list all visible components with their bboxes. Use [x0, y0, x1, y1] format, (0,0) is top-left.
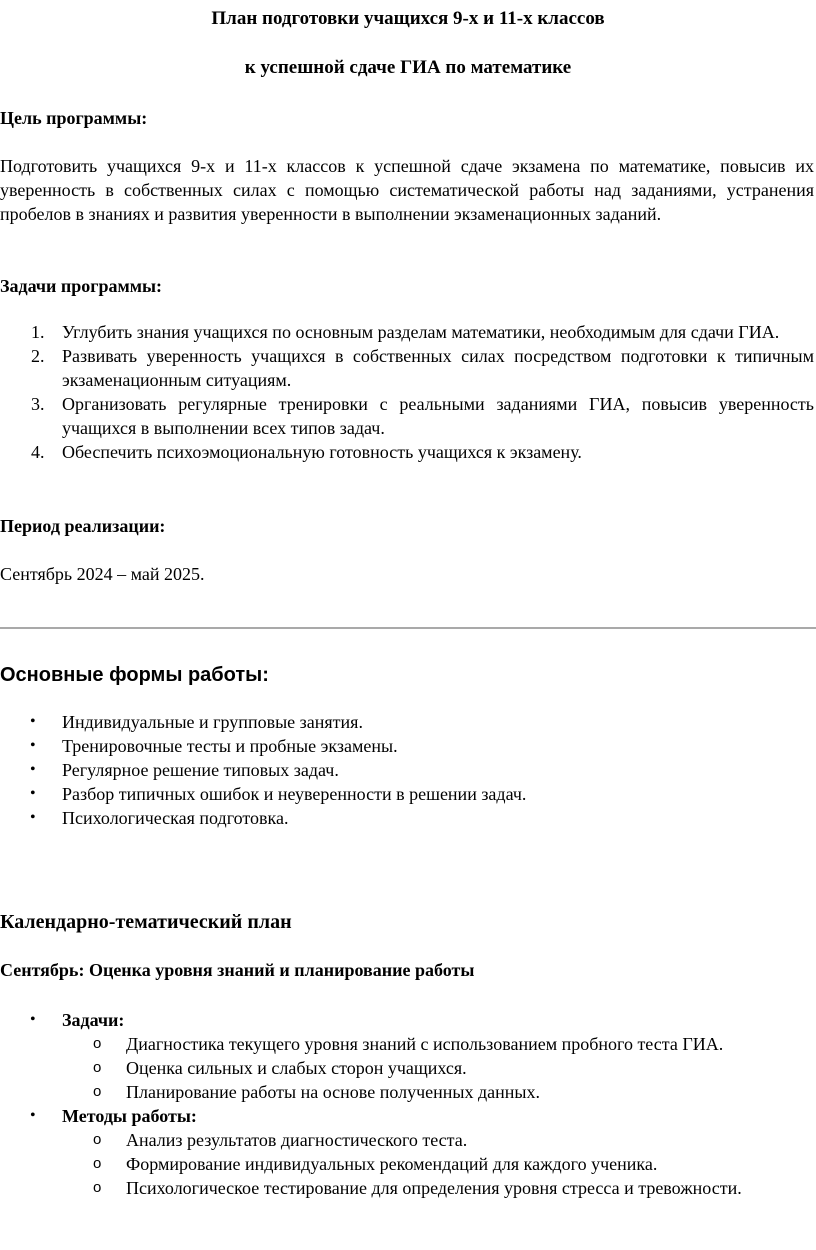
- sub-bullet-icon: o: [93, 1179, 102, 1196]
- task-item: [0, 392, 814, 440]
- goal-text: Подготовить учащихся 9-х и 11-х классов к успешной сдаче экзамена по математике, повысив их уверенность в собственных силах с помощью систематической работы над заданиями, устранения пробелов в знаниях и развития уверенности в выполнении экзаменационных заданий.: [0, 156, 814, 224]
- document-title-line-2: к успешной сдаче ГИА по математике: [244, 57, 572, 78]
- tasks-heading: Задачи программы:: [0, 276, 163, 296]
- bullet-icon: •: [30, 809, 36, 826]
- bullet-icon: •: [30, 785, 36, 802]
- september-heading: Сентябрь: Оценка уровня знаний и планирование работы: [0, 960, 475, 980]
- list-item: [0, 782, 814, 806]
- bullet-icon: •: [30, 1107, 36, 1124]
- sub-item-text: Диагностика текущего уровня знаний с использованием пробного теста ГИА.: [126, 1034, 724, 1054]
- task-text: Организовать регулярные тренировки с реальными заданиями ГИА, повысив уверенность учащихся в выполнении всех типов задач.: [62, 394, 814, 438]
- sub-list-item: [0, 1056, 814, 1080]
- bullet-icon: •: [30, 713, 36, 730]
- task-item: [0, 344, 814, 392]
- list-item: [0, 1008, 814, 1104]
- goal-heading: Цель программы:: [0, 108, 148, 128]
- list-item: [0, 710, 814, 734]
- list-item: [0, 806, 814, 830]
- task-text: Углубить знания учащихся по основным разделам математики, необходимым для сдачи ГИА.: [62, 322, 780, 342]
- task-number: 4.: [31, 442, 45, 462]
- forms-list: [0, 710, 814, 830]
- sub-list-item: [0, 1152, 814, 1176]
- task-text: Обеспечить психоэмоциональную готовность учащихся к экзамену.: [62, 442, 582, 462]
- form-item-text: Регулярное решение типовых задач.: [62, 760, 339, 780]
- sub-list-item: [0, 1176, 814, 1200]
- list-item: [0, 734, 814, 758]
- task-number: 1.: [31, 322, 45, 342]
- task-number: 3.: [31, 394, 45, 414]
- sub-bullet-icon: o: [93, 1059, 102, 1076]
- sub-bullet-icon: o: [93, 1035, 102, 1052]
- task-item: [0, 320, 814, 344]
- form-item-text: Психологическая подготовка.: [62, 808, 289, 828]
- sub-item-text: Психологическое тестирование для определения уровня стресса и тревожности.: [126, 1178, 742, 1198]
- bullet-icon: •: [30, 761, 36, 778]
- september-tasks-label: Задачи:: [62, 1010, 125, 1030]
- sub-list-item: [0, 1080, 814, 1104]
- bullet-icon: •: [30, 1011, 36, 1028]
- sub-item-text: Оценка сильных и слабых сторон учащихся.: [126, 1058, 467, 1078]
- sub-bullet-icon: o: [93, 1083, 102, 1100]
- list-item: [0, 1104, 814, 1200]
- september-methods-list: [62, 1128, 814, 1200]
- task-item: [0, 440, 814, 464]
- sub-item-text: Формирование индивидуальных рекомендаций для каждого ученика.: [126, 1154, 658, 1174]
- list-item: [0, 758, 814, 782]
- horizontal-divider: [0, 627, 816, 629]
- sub-item-text: Планирование работы на основе полученных данных.: [126, 1082, 540, 1102]
- period-text: Сентябрь 2024 – май 2025.: [0, 564, 205, 584]
- sub-list-item: [0, 1032, 814, 1056]
- forms-heading: Основные формы работы:: [0, 664, 269, 686]
- sub-item-text: Анализ результатов диагностического теста.: [126, 1130, 468, 1150]
- task-number: 2.: [31, 346, 45, 366]
- task-text: Развивать уверенность учащихся в собственных силах посредством подготовки к типичным экзаменационным ситуациям.: [62, 346, 814, 390]
- document-title-line-1: План подготовки учащихся 9-х и 11-х классов: [211, 8, 605, 29]
- form-item-text: Тренировочные тесты и пробные экзамены.: [62, 736, 398, 756]
- bullet-icon: •: [30, 737, 36, 754]
- sub-bullet-icon: o: [93, 1155, 102, 1172]
- september-list: [0, 1008, 814, 1200]
- sub-bullet-icon: o: [93, 1131, 102, 1148]
- september-tasks-list: [62, 1032, 814, 1104]
- sub-list-item: [0, 1128, 814, 1152]
- form-item-text: Индивидуальные и групповые занятия.: [62, 712, 363, 732]
- period-heading: Период реализации:: [0, 516, 166, 536]
- form-item-text: Разбор типичных ошибок и неуверенности в решении задач.: [62, 784, 527, 804]
- calendar-heading: Календарно-тематический план: [0, 911, 292, 933]
- tasks-list: [0, 320, 814, 464]
- september-methods-label: Методы работы:: [62, 1106, 197, 1126]
